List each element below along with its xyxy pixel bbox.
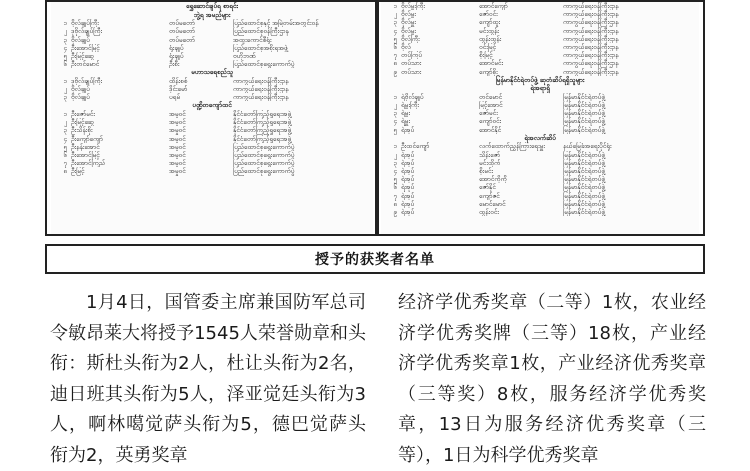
table-cell: မြန်မာနိုင်ငံရဲတပ်ဖွဲ့ — [563, 175, 605, 184]
table-cell: ကာကွယ်ရေးဝန်ကြီးဌာန — [563, 26, 619, 35]
table-cell: ဒုဗိုလ်ချုပ်ကြီး — [71, 27, 103, 36]
table-cell: မင်းထိုက် — [479, 158, 501, 167]
table-cell: တပ်မတော် — [169, 35, 195, 44]
table-cell: ၈ — [393, 199, 397, 208]
table-cell: မြန်မာနိုင်ငံရဲတပ်ဖွဲ့ — [563, 166, 605, 175]
table-cell: ၂ — [63, 85, 67, 94]
table-cell: မြန်မာနိုင်ငံရဲတပ်ဖွဲ့ — [563, 207, 605, 216]
table-row — [51, 110, 373, 118]
table-cell: ဗိုလ်ချုပ် — [71, 85, 90, 94]
table-cell: ဗိုလ်ကြီး — [401, 34, 420, 43]
table-cell: ဦးနန်းအောင် — [71, 142, 100, 151]
table-cell: ပရမ် — [169, 93, 180, 102]
table-row — [381, 51, 699, 59]
right-group-header: ရဲအလက်ဆိပ် — [524, 133, 556, 142]
table-cell: ပြည်ထောင်စုရွေးကောက်ပွဲ — [233, 159, 295, 168]
table-cell: ၁ — [63, 19, 67, 28]
table-row — [51, 143, 373, 151]
table-cell: ကျော်စိုး — [479, 67, 498, 76]
table-cell: ၅ — [393, 34, 397, 43]
table-cell: ပြည်ထောင်စုရွေးကောက်ပွဲ — [233, 167, 295, 176]
table-cell: မြန်မာနိုင်ငံရဲတပ်ဖွဲ့ — [563, 191, 605, 200]
table-cell: ၄ — [393, 26, 397, 35]
table-cell: ၅ — [393, 125, 397, 134]
table-row — [381, 27, 699, 35]
left-top-header: ရွှေဆောင်ချပ်ရ စာရင်း — [185, 2, 239, 10]
section-banner — [45, 244, 705, 274]
table-cell: ရဲအုပ် — [401, 150, 415, 159]
table-cell: ဦးထင်ကျော် — [401, 142, 430, 151]
table-cell: ၈ — [63, 167, 67, 176]
table-row — [381, 208, 699, 216]
table-cell: မြန်မာနိုင်ငံရဲတပ်ဖွဲ့ — [563, 101, 605, 110]
table-cell: ၄ — [393, 166, 397, 175]
table-cell: ဗိုလ်မှူးကြီး — [401, 2, 425, 10]
table-cell: ဦးအောင်မြင့် — [71, 151, 100, 159]
table-cell: ၅ — [63, 142, 67, 151]
table-cell: စိုးမြင့် — [479, 51, 493, 60]
table-cell: ၂ — [63, 27, 67, 36]
table-cell: ရဲအုပ် — [401, 199, 415, 208]
table-cell: ၁ — [393, 142, 397, 151]
table-cell: ၉ — [393, 207, 397, 216]
table-cell: အမှုဝင် — [169, 126, 186, 135]
table-cell: ရဲအုပ် — [401, 175, 415, 184]
table-cell: ကာကွယ်ရေးဝန်ကြီးဌာန — [563, 2, 619, 10]
left-group-header: မဟာသရေစည်သူ — [191, 68, 233, 77]
table-cell: စိုးမင်း — [479, 166, 494, 175]
table-cell: မြန်မာနိုင်ငံရဲတပ်ဖွဲ့ — [563, 109, 605, 118]
table-row — [381, 109, 699, 117]
table-cell: နိုင်ငံတော်ကြည့်ရှုရေးအဖွဲ့ — [233, 110, 292, 119]
table-row — [51, 60, 373, 68]
table-cell: ကာကွယ်ရေးဝန်ကြီးဌာန — [563, 18, 619, 27]
table-cell: ၁ — [393, 2, 397, 10]
article-paragraph-left: 1月4日，国管委主席兼国防军总司令敏昂莱大将授予1545人荣誉勋章和头衔：斯杜头衔为2人，杜让头衔为2名，迪日班其头衔为5人，泽亚觉廷头衔为3人，啊林噶觉萨头衔为5，德巴觉萨头衔为2，英勇奖章 — [50, 292, 366, 466]
table-cell: အထူးကောင်စီရုံး — [233, 35, 272, 44]
table-cell: ရဲဗိုလ်ချုပ် — [401, 92, 424, 101]
table-cell: ၉ — [393, 67, 397, 76]
table-row — [51, 27, 373, 35]
table-cell: ပြည်ထောင်စုအစိုးရအဖွဲ့ — [233, 43, 288, 52]
table-row — [51, 52, 373, 60]
table-row — [381, 183, 699, 191]
table-cell: ၂ — [63, 118, 67, 127]
table-cell: ဗိုလ်ချုပ် — [71, 35, 90, 44]
table-cell: ကာကွယ်ရေးဝန်ကြီးဌာန — [563, 59, 619, 68]
table-row — [381, 18, 699, 26]
table-cell: ၆ — [63, 60, 67, 69]
table-cell: ၁ — [63, 76, 67, 85]
table-cell: အမှုဝင် — [169, 167, 186, 176]
table-cell: တပ်သား — [401, 59, 422, 68]
table-cell: ၃ — [63, 35, 67, 44]
table-cell: အမှုဝင် — [169, 151, 186, 159]
table-cell: ၅ — [63, 51, 67, 60]
left-top-header: ဘွဲ့ရ အမည်များ — [193, 10, 231, 19]
table-cell: အောင်မင်း — [479, 59, 504, 68]
table-row — [51, 126, 373, 134]
table-row — [381, 192, 699, 200]
table-row — [381, 59, 699, 67]
table-cell: ပြည်ထောင်စုရွေးကောက်ပွဲ — [233, 142, 295, 151]
table-cell: ကာကွယ်ရေးဝန်ကြီးဌာန — [233, 93, 289, 102]
table-cell: မြန်မာနိုင်ငံရဲတပ်ဖွဲ့ — [563, 199, 605, 208]
table-cell: ကာကွယ်ရေးဝန်ကြီးဌာန — [563, 67, 619, 76]
right-award-table — [381, 2, 699, 234]
table-cell: ဦးစီး — [169, 60, 180, 69]
table-cell: သိန်းဇော် — [479, 150, 501, 159]
table-cell: မြန်မာနိုင်ငံရဲတပ်ဖွဲ့ — [563, 92, 605, 101]
table-row — [381, 43, 699, 51]
table-cell: ကာကွယ်ရေးဝန်ကြီးဌာန — [233, 76, 289, 85]
table-cell: ဗိုလ်မှူး — [401, 18, 416, 27]
table-cell: တပ်သား — [401, 67, 422, 76]
table-cell: တင်မောင် — [479, 92, 503, 101]
table-cell: ဗိုလ်မှူး — [401, 10, 416, 19]
table-cell: အောင်ကျော် — [479, 2, 508, 10]
table-cell: ၄ — [393, 117, 397, 126]
table-cell: ရုံးချုပ် — [169, 43, 184, 52]
table-cell: ၇ — [393, 191, 397, 200]
table-cell: အမှုဝင် — [169, 110, 186, 119]
table-cell: ဗိုလ်ချုပ် — [71, 93, 90, 102]
award-list-scan — [45, 0, 705, 236]
table-cell: ၃ — [393, 18, 397, 27]
table-cell: ရဲအုပ် — [401, 166, 415, 175]
table-cell: ရဲမှူး — [401, 109, 410, 118]
table-cell: ၅ — [393, 175, 397, 184]
table-cell: မောင်မောင် — [479, 199, 506, 208]
table-cell: ရုံးချုပ် — [169, 51, 184, 60]
left-table-body — [51, 2, 373, 176]
table-row — [381, 117, 699, 125]
table-row — [381, 10, 699, 18]
table-cell: ဇော်နိုင် — [479, 183, 496, 192]
table-cell: ၁ — [393, 92, 397, 101]
table-cell: ဦးကျော်ကျော် — [71, 134, 103, 143]
table-cell: မြန်မာနိုင်ငံရဲတပ်ဖွဲ့ — [563, 150, 605, 159]
table-cell: မြင့်အောင် — [479, 101, 503, 110]
right-group-header: ရဲအရာရှိ — [530, 84, 550, 93]
table-cell: တပ်မတော် — [169, 27, 195, 36]
table-cell: နယ်မြေခံအရေးပိုင်ရုံး — [563, 142, 612, 151]
left-award-table — [51, 2, 373, 234]
table-cell: ကျော်ထူး — [479, 18, 501, 27]
table-cell: အမှုဝင် — [169, 134, 186, 143]
table-row — [381, 101, 699, 109]
table-row — [381, 2, 699, 10]
table-cell: ၇ — [63, 159, 67, 168]
table-cell: အမှုဝင် — [169, 159, 186, 168]
table-cell: ၈ — [393, 59, 397, 68]
table-cell: ကာကွယ်ရေးဝန်ကြီးဌာန — [563, 10, 619, 19]
table-row — [381, 167, 699, 175]
table-cell: ဗဟိုဘဏ် — [233, 51, 256, 60]
table-cell: မြန်မာနိုင်ငံရဲတပ်ဖွဲ့ — [563, 183, 605, 192]
table-cell: ၃ — [63, 93, 67, 102]
table-row — [381, 175, 699, 183]
table-cell: ပြည်ထောင်စုရွေးကောက်ပွဲ — [233, 60, 295, 69]
table-cell: ၂ — [393, 10, 397, 19]
table-cell: နိုင်ငံတော်ကြည့်ရှုရေးအဖွဲ့ — [233, 118, 292, 127]
table-cell: အမှုဝင် — [169, 142, 186, 151]
right-group-header: မြန်မာနိုင်ငံရဲတပ်ဖွဲ့ ဆုတံဆိပ်ရရှိသူများ — [495, 75, 585, 84]
table-row — [51, 77, 373, 85]
table-cell: ၆ — [393, 42, 397, 51]
table-cell: ဝင်းမြင့် — [479, 42, 497, 51]
table-cell: ၆ — [393, 183, 397, 192]
table-row — [51, 36, 373, 44]
table-cell: ၃ — [393, 158, 397, 167]
table-cell: ရဲအုပ် — [401, 158, 415, 167]
table-cell: ဦးသိန်းစိုး — [71, 126, 93, 135]
table-cell: ဒိုင်းမော် — [169, 85, 188, 94]
table-cell: ကာကွယ်ရေးဝန်ကြီးဌာန — [563, 51, 619, 60]
table-cell: ဦးမြင့် — [71, 167, 85, 176]
right-table-body — [381, 2, 699, 216]
table-row — [381, 142, 699, 150]
table-cell: ဇော်မင်း — [479, 109, 498, 118]
table-cell: တပ်မတော် — [169, 19, 195, 28]
table-cell: ကာကွယ်ရေးဝန်ကြီးဌာန — [563, 42, 619, 51]
table-cell: ဦးမြင့်ဆွေ — [71, 118, 94, 127]
table-cell: ဦးမြင့်ဆွေ — [71, 51, 94, 60]
table-cell: ၂ — [393, 101, 397, 110]
table-cell: မင်းထွန်း — [479, 26, 499, 35]
table-cell: ရဲအုပ် — [401, 125, 415, 134]
table-cell: ရဲအုပ် — [401, 191, 415, 200]
article-column-left — [50, 288, 366, 471]
table-cell: ရဲမှူးကြီး — [401, 101, 419, 110]
table-cell: မြန်မာနိုင်ငံရဲတပ်ဖွဲ့ — [563, 117, 605, 126]
table-cell: ပြည်ထောင်စုရွေးကောက်ပွဲ — [233, 151, 295, 159]
table-cell: ၃ — [63, 126, 67, 135]
table-cell: ပြည်ထောင်စုဝန်ကြီးဌာန — [233, 27, 289, 36]
table-cell: ကျော်ဇင် — [479, 191, 500, 200]
table-cell: နိုင်ငံတော်ကြည့်ရှုရေးအဖွဲ့ — [233, 134, 292, 143]
table-cell: အမှုဝင် — [169, 118, 186, 127]
table-row — [51, 19, 373, 27]
table-row — [381, 200, 699, 208]
table-cell: ထွန်းထွန်း — [479, 34, 502, 43]
table-cell: ဗိုလ်မှူး — [401, 26, 416, 35]
table-cell: ရဲမှူး — [401, 117, 410, 126]
table-cell: နိုင်ငံတော်ကြည့်ရှုရေးအဖွဲ့ — [233, 126, 292, 135]
table-cell: ကျော်ဝင်း — [479, 117, 502, 126]
table-row — [51, 85, 373, 93]
table-cell: ဦးအောင်မြင့် — [71, 43, 100, 52]
table-cell: မြန်မာနိုင်ငံရဲတပ်ဖွဲ့ — [563, 125, 605, 134]
table-cell: ထွန်းဝင်း — [479, 207, 499, 216]
table-cell: ဗိုလ် — [401, 42, 411, 51]
table-cell: လက်ထောက်ညွှန်ကြားရေးမှူး — [479, 142, 545, 151]
table-cell: ရဲအုပ် — [401, 183, 415, 192]
article-paragraph-right: 经济学优秀奖章（二等）1枚，农业经济学优秀奖牌（三等）18枚，产业经济学优秀奖章1枚，产业经济优秀奖章（三等奖）8枚，服务经济学优秀奖章，13日为服务经济优秀奖章（三等），1日为科学优秀奖章 — [398, 292, 706, 466]
table-cell: ၂ — [393, 150, 397, 159]
left-group-header: ပဏ္ဍိတကျော်ထင် — [192, 101, 232, 110]
table-cell: ဇော်ဝင်း — [479, 10, 498, 19]
table-cell: ၆ — [63, 151, 67, 159]
table-row — [381, 93, 699, 101]
table-cell: အောင်ကိုကို — [479, 175, 507, 184]
table-row — [51, 118, 373, 126]
table-cell: ၁ — [63, 110, 67, 119]
table-cell: ဦးဇော်မင်း — [71, 110, 95, 119]
table-cell: ပြည်ထောင်စုနှင့် အမြဲတမ်းအတွင်းဝန် — [233, 19, 319, 28]
table-row — [381, 35, 699, 43]
table-cell: တပ်ကြပ် — [401, 51, 422, 60]
table-cell: ဗိုလ်ချုပ်ကြီး — [71, 19, 99, 28]
table-row — [51, 44, 373, 52]
table-cell: ၇ — [393, 51, 397, 60]
table-cell: ကာကွယ်ရေးဝန်ကြီးဌာန — [563, 34, 619, 43]
panel-divider — [375, 2, 379, 234]
table-row — [51, 93, 373, 101]
table-row — [381, 151, 699, 159]
table-cell: ဦးအောင်ကြည် — [71, 159, 105, 168]
table-cell: ဦးတင်မောင် — [71, 60, 100, 69]
table-cell: ကာကွယ်ရေးဝန်ကြီးဌာန — [233, 85, 289, 94]
table-cell: ၄ — [63, 134, 67, 143]
table-row — [381, 68, 699, 76]
table-cell: ၃ — [393, 109, 397, 118]
banner-title: 授予的获奖者名单 — [315, 252, 435, 268]
table-row — [51, 159, 373, 167]
table-cell: ၄ — [63, 43, 67, 52]
table-row — [51, 167, 373, 175]
table-cell: အောင်နိုင် — [479, 125, 502, 134]
table-cell: မြန်မာနိုင်ငံရဲတပ်ဖွဲ့ — [563, 158, 605, 167]
table-row — [381, 126, 699, 134]
table-row — [51, 151, 373, 159]
table-cell: ရဲအုပ် — [401, 207, 415, 216]
table-row — [381, 159, 699, 167]
table-row — [51, 135, 373, 143]
table-cell: ထိန်းစစ် — [169, 76, 188, 85]
table-cell: ဒုဗိုလ်ချုပ်ကြီး — [71, 76, 103, 85]
article-column-right — [398, 288, 706, 471]
